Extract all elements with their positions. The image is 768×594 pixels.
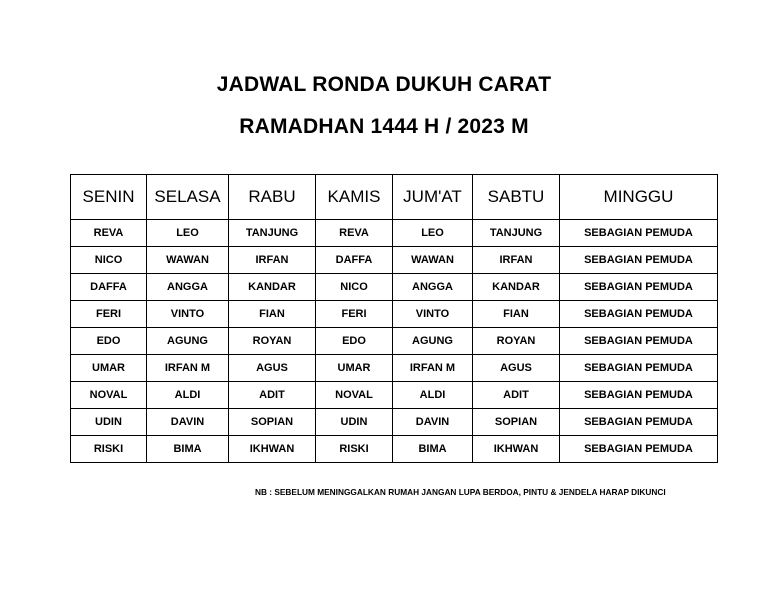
table-cell: SOPIAN bbox=[473, 409, 560, 436]
table-cell: FIAN bbox=[229, 301, 316, 328]
table-cell: ALDI bbox=[393, 382, 473, 409]
table-row bbox=[71, 409, 718, 436]
table-cell: TANJUNG bbox=[229, 220, 316, 247]
table-cell: EDO bbox=[71, 328, 147, 355]
table-cell: UMAR bbox=[71, 355, 147, 382]
table-cell: UDIN bbox=[71, 409, 147, 436]
table-cell: LEO bbox=[393, 220, 473, 247]
table-cell: ADIT bbox=[473, 382, 560, 409]
table-header bbox=[71, 175, 718, 220]
header-row bbox=[71, 175, 718, 220]
table-row bbox=[71, 301, 718, 328]
table-row bbox=[71, 382, 718, 409]
table-cell: DAVIN bbox=[393, 409, 473, 436]
table-cell: IRFAN bbox=[229, 247, 316, 274]
table-row bbox=[71, 355, 718, 382]
table-cell: SEBAGIAN PEMUDA bbox=[560, 409, 718, 436]
table-cell: ROYAN bbox=[473, 328, 560, 355]
table-cell: SEBAGIAN PEMUDA bbox=[560, 328, 718, 355]
column-header-rabu: RABU bbox=[229, 175, 316, 220]
table-cell: VINTO bbox=[147, 301, 229, 328]
footer-note: NB : SEBELUM MENINGGALKAN RUMAH JANGAN LUPA BERDOA, PINTU & JENDELA HARAP DIKUNCI bbox=[255, 487, 666, 497]
table-cell: SEBAGIAN PEMUDA bbox=[560, 274, 718, 301]
table-cell: NICO bbox=[71, 247, 147, 274]
table-cell: AGUNG bbox=[147, 328, 229, 355]
table-row bbox=[71, 274, 718, 301]
table-cell: AGUS bbox=[229, 355, 316, 382]
table-cell: ANGGA bbox=[393, 274, 473, 301]
table-cell: UDIN bbox=[316, 409, 393, 436]
table-cell: SEBAGIAN PEMUDA bbox=[560, 382, 718, 409]
table-cell: EDO bbox=[316, 328, 393, 355]
column-header-minggu: MINGGU bbox=[560, 175, 718, 220]
table-cell: BIMA bbox=[147, 436, 229, 463]
table-cell: AGUS bbox=[473, 355, 560, 382]
table-cell: DAFFA bbox=[71, 274, 147, 301]
table-cell: LEO bbox=[147, 220, 229, 247]
table-cell: ANGGA bbox=[147, 274, 229, 301]
table-cell: RISKI bbox=[71, 436, 147, 463]
table-cell: KANDAR bbox=[229, 274, 316, 301]
column-header-kamis: KAMIS bbox=[316, 175, 393, 220]
patrol-schedule-table bbox=[70, 174, 718, 463]
table-cell: IRFAN M bbox=[147, 355, 229, 382]
table-cell: FERI bbox=[316, 301, 393, 328]
table-row bbox=[71, 328, 718, 355]
table-row bbox=[71, 247, 718, 274]
table-cell: SOPIAN bbox=[229, 409, 316, 436]
table-cell: FERI bbox=[71, 301, 147, 328]
table-cell: SEBAGIAN PEMUDA bbox=[560, 355, 718, 382]
table-row bbox=[71, 220, 718, 247]
table-cell: DAFFA bbox=[316, 247, 393, 274]
table-cell: NOVAL bbox=[316, 382, 393, 409]
table-cell: IRFAN M bbox=[393, 355, 473, 382]
table-cell: ADIT bbox=[229, 382, 316, 409]
table-cell: NICO bbox=[316, 274, 393, 301]
column-header-sabtu: SABTU bbox=[473, 175, 560, 220]
table-cell: AGUNG bbox=[393, 328, 473, 355]
table-cell: IRFAN bbox=[473, 247, 560, 274]
table-cell: FIAN bbox=[473, 301, 560, 328]
table-cell: BIMA bbox=[393, 436, 473, 463]
table-cell: WAWAN bbox=[147, 247, 229, 274]
table-cell: TANJUNG bbox=[473, 220, 560, 247]
table-cell: WAWAN bbox=[393, 247, 473, 274]
table-cell: SEBAGIAN PEMUDA bbox=[560, 436, 718, 463]
table-cell: NOVAL bbox=[71, 382, 147, 409]
table-cell: SEBAGIAN PEMUDA bbox=[560, 247, 718, 274]
table-cell: ALDI bbox=[147, 382, 229, 409]
column-header-jum-at: JUM'AT bbox=[393, 175, 473, 220]
table-cell: SEBAGIAN PEMUDA bbox=[560, 301, 718, 328]
table-row bbox=[71, 436, 718, 463]
table-cell: UMAR bbox=[316, 355, 393, 382]
table-cell: ROYAN bbox=[229, 328, 316, 355]
table-cell: RISKI bbox=[316, 436, 393, 463]
table-cell: IKHWAN bbox=[229, 436, 316, 463]
table-cell: REVA bbox=[316, 220, 393, 247]
column-header-senin: SENIN bbox=[71, 175, 147, 220]
table-cell: KANDAR bbox=[473, 274, 560, 301]
table-cell: SEBAGIAN PEMUDA bbox=[560, 220, 718, 247]
table-body bbox=[71, 220, 718, 463]
table-cell: VINTO bbox=[393, 301, 473, 328]
table-cell: DAVIN bbox=[147, 409, 229, 436]
column-header-selasa: SELASA bbox=[147, 175, 229, 220]
document-title: JADWAL RONDA DUKUH CARAT bbox=[216, 73, 552, 96]
document-subtitle: RAMADHAN 1444 H / 2023 M bbox=[239, 115, 529, 138]
table-cell: IKHWAN bbox=[473, 436, 560, 463]
table-cell: REVA bbox=[71, 220, 147, 247]
